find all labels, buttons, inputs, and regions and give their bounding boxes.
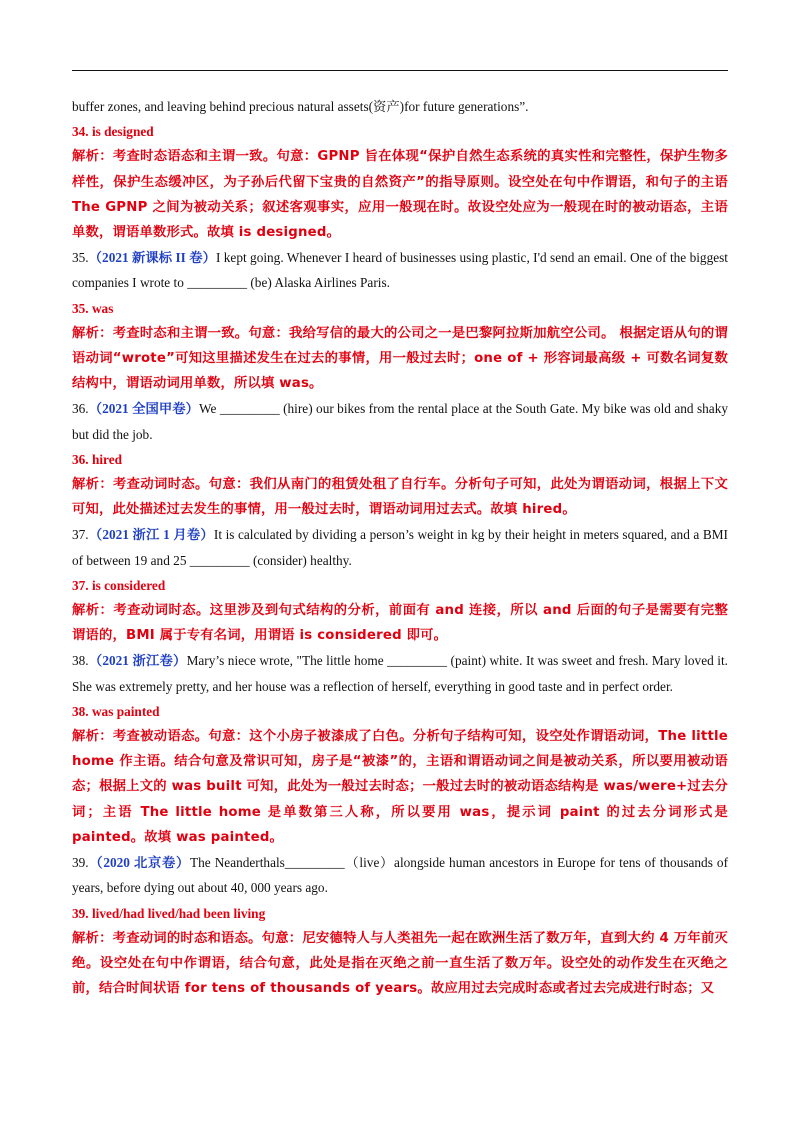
answer-34: 34. is designed — [72, 124, 154, 140]
question-39 — [72, 850, 728, 900]
question-number: 37. — [72, 527, 89, 543]
answer-38: 38. was painted — [72, 703, 160, 719]
question-number: 39. — [72, 855, 89, 871]
explanation-38: 解析：考查被动语态。句意：这个小房子被漆成了白色。分析句子结构可知，设空处作谓语动词，The little home 作主语。结合句意及常识可知，房子是“被漆”的，主语和谓语动词之间是被动关系，所以要用被动语态；根据上文的 was built 可知，此处为一般过去时态；一般过去时的被动语态结构是 was/were+过去分词；主语 The little home 是单数第三人称，所以要用 was，提示词 paint 的过去分词形式是 painted。故填 was painted。 — [72, 729, 728, 845]
answer-37: 37. is considered — [72, 577, 166, 593]
question-text: The Neanderthals_________（live）alongside human ancestors in Europe for tens of thousands of years, before dying out about 40, 000 years ago. — [72, 855, 728, 896]
answer-39: 39. lived/had lived/had been living — [72, 905, 266, 921]
question-number: 38. — [72, 653, 89, 669]
question-number: 35. — [72, 250, 89, 266]
question-text: It is calculated by dividing a person’s weight in kg by their height in meters squared, and a BMI of between 19 and 25 _________ (consider) healthy. — [72, 527, 728, 568]
answer-36: 36. hired — [72, 451, 122, 467]
explanation-37: 解析：考查动词时态。这里涉及到句式结构的分析，前面有 and 连接，所以 and 后面的句子是需要有完整谓语的，BMI 属于专有名词，用谓语 is considered 即可。 — [72, 603, 728, 644]
question-source: （2020 北京卷） — [88, 855, 190, 871]
question-37 — [72, 522, 728, 572]
question-text: Mary’s niece wrote, "The little home _________ (paint) white. It was sweet and fresh. Mary loved it. She was extremely pretty, and her house was a reflection of herself, everything in good taste and in perfect order. — [72, 653, 729, 694]
question-text: We _________ (hire) our bikes from the rental place at the South Gate. My bike was old and shaky but did the job. — [72, 401, 729, 442]
intro-text: buffer zones, and leaving behind precious natural assets(资产)for future generations”. — [72, 99, 529, 114]
explanation-36: 解析：考查动词时态。句意：我们从南门的租赁处租了自行车。分析句子可知，此处为谓语动词，根据上下文可知，此处描述过去发生的事情，用一般过去时，谓语动词用过去式。故填 hired。 — [72, 477, 728, 518]
question-number: 36. — [72, 401, 89, 417]
question-source: （2021 新课标 II 卷） — [88, 250, 216, 266]
answer-35: 35. was — [72, 300, 114, 316]
question-source: （2021 全国甲卷） — [88, 401, 200, 417]
explanation-39: 解析：考查动词的时态和语态。句意：尼安德特人与人类祖先一起在欧洲生活了数万年，直到大约 4 万年前灭绝。设空处在句中作谓语，结合句意，此处是指在灭绝之前一直生活了数万年。设空处的动作发生在灭绝之前，结合时间状语 for tens of thousands of years。故应用过去完成时态或者过去完成进行时态；又 — [72, 930, 728, 997]
question-source: （2021 浙江 1 月卷） — [88, 527, 214, 543]
explanation-35: 解析：考查时态和主谓一致。句意：我给写信的最大的公司之一是巴黎阿拉斯加航空公司。 根据定语从句的谓语动词“wrote”可知这里描述发生在过去的事情，用一般过去时；one of + 形容词最高级 + 可数名词复数结构中，谓语动词用单数，所以填 was。 — [72, 325, 728, 392]
question-36 — [72, 396, 728, 446]
header-rule — [72, 70, 728, 71]
question-text: I kept going. Whenever I heard of businesses using plastic, I'd send an email. One of the biggest companies I wrote to _________ (be) Alaska Airlines Paris. — [72, 250, 729, 291]
question-35 — [72, 245, 728, 295]
explanation-34: 解析：考查时态语态和主谓一致。句意：GPNP 旨在体现“保护自然生态系统的真实性和完整性，保护生物多样性，保护生态缓冲区，为子孙后代留下宝贵的自然资产”的指导原则。设空处在句中作谓语，和句子的主语 The GPNP 之间为被动关系；叙述客观事实，应用一般现在时。故设空处应为一般现在时的被动语态，主语单数，谓语单数形式。故填 is designed。 — [72, 149, 728, 241]
document-content — [72, 94, 728, 1001]
question-38 — [72, 648, 728, 698]
question-source: （2021 浙江卷） — [88, 653, 187, 669]
